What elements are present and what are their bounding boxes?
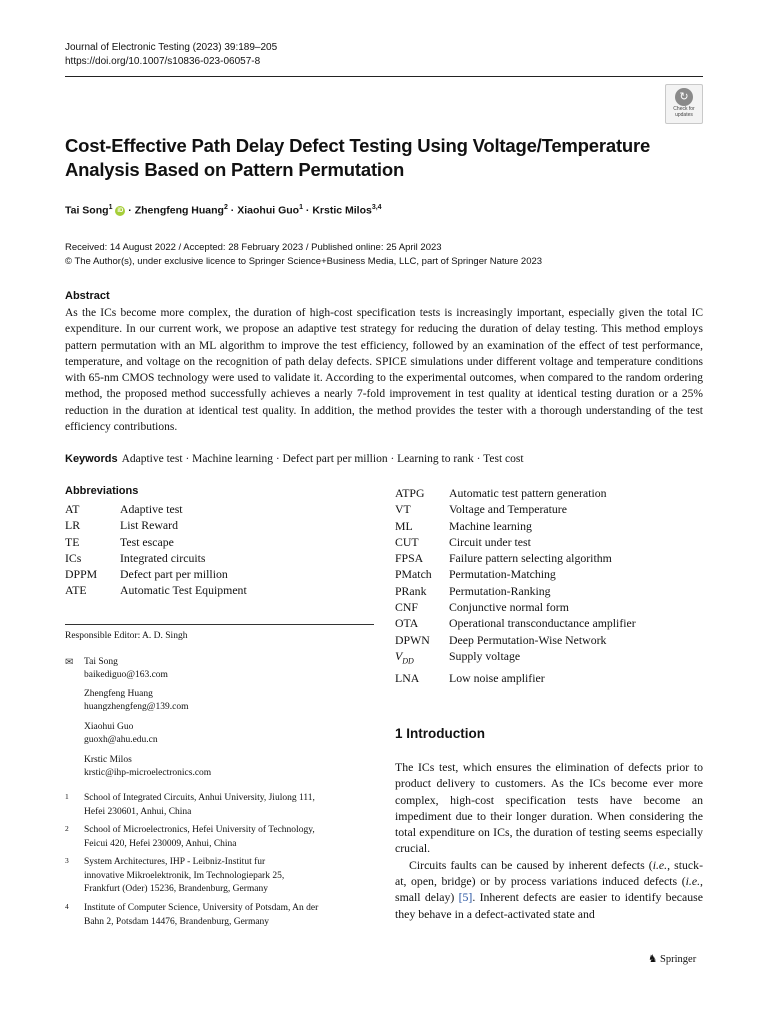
title-line-1: Cost-Effective Path Delay Defect Testing Using Voltage/Temperature: [65, 135, 651, 156]
abbreviation-term: ATPG: [395, 486, 425, 500]
affiliation-number: 2: [65, 824, 69, 833]
abbreviation-term-vdd: [395, 648, 449, 670]
abbreviation-term: TE: [65, 534, 80, 549]
abbreviation-row: [395, 501, 636, 517]
abbreviation-definition: Failure pattern selecting algorithm: [449, 551, 612, 566]
doi-link[interactable]: https://doi.org/10.1007/s10836-023-06057-8: [65, 56, 261, 67]
springer-horse-icon: ♞: [648, 954, 658, 965]
affiliation-line: Bahn 2, Potsdam 14476, Brandenburg, Germany: [84, 916, 270, 927]
italic-run: i.e.: [652, 857, 668, 872]
abbreviation-definition: Low noise amplifier: [449, 670, 545, 685]
abbreviation-row: [395, 615, 636, 631]
keywords-list: Adaptive test · Machine learning · Defect part per million · Learning to rank · Test cost: [121, 453, 524, 465]
affiliation-line: System Architectures, IHP - Leibniz-Institut fur: [84, 857, 266, 867]
journal-citation: Journal of Electronic Testing (2023) 39:189–205: [65, 42, 278, 53]
abbreviation-term: ML: [395, 518, 413, 533]
author-name[interactable]: Zhengfeng Huang: [134, 204, 224, 217]
abbreviation-term: CUT: [395, 534, 419, 549]
keywords-label: Keywords: [65, 453, 118, 465]
abbreviation-row: [65, 582, 247, 598]
abbreviation-definition: Circuit under test: [449, 534, 531, 549]
abbreviation-term: FPSA: [395, 551, 424, 566]
contact-name: Zhengfeng Huang: [84, 689, 153, 699]
abbreviation-term: VT: [395, 502, 411, 517]
abbreviation-definition: Permutation-Ranking: [449, 583, 551, 598]
author-affiliation: 1: [299, 204, 303, 211]
abbreviation-term: ICs: [65, 550, 82, 565]
affiliation-number: 4: [65, 902, 69, 911]
text-run: . Inherent defects are easier to identify because they behave in a defect-activated state and: [395, 890, 703, 921]
check-for-updates-badge[interactable]: [665, 84, 703, 124]
orcid-icon[interactable]: iD: [117, 207, 124, 214]
author-list: Tai Song$^1$ iD · Zhengfeng Huang$^2$ · Xiaohui Guo$^1$ · Krstic Milos$^{3,4}$: [65, 204, 382, 217]
publisher-name: Springer: [660, 954, 697, 965]
abbreviation-row: [65, 517, 247, 533]
author-name[interactable]: Xiaohui Guo: [237, 204, 300, 217]
vdd-subscript: DD: [402, 656, 414, 666]
contact-entry: [84, 721, 158, 747]
contact-name: Xiaohui Guo: [84, 722, 134, 732]
abbreviation-definition: Defect part per million: [120, 567, 228, 582]
abbreviation-term: ATE: [65, 583, 87, 598]
abbreviation-definition: List Reward: [120, 518, 178, 533]
envelope-icon: ✉: [65, 657, 74, 668]
abbreviation-term: PMatch: [395, 567, 432, 582]
abbreviation-term: CNF: [395, 600, 418, 615]
affiliation-line: Feicui 420, Hefei 230009, Anhui, China: [84, 838, 237, 849]
introduction-body: [395, 759, 703, 922]
abbreviation-row: [395, 534, 636, 550]
abbreviation-definition: Automatic test pattern generation: [449, 486, 607, 500]
abstract-heading: Abstract: [65, 290, 110, 302]
contact-email[interactable]: guoxh@ahu.edu.cn: [84, 735, 158, 745]
introduction-paragraph-1: The ICs test, which ensures the elimination of defects prior to product delivery to customers. As the ICs become ever more complex, high-cost specification tests have become an impediment due to their longer duration. When considering the total expenditure on ICs, the duration of testing seems especially crucial.: [395, 760, 703, 856]
abbreviation-term: PRank: [395, 583, 427, 598]
affiliation-line: School of Microelectronics, Hefei University of Technology,: [84, 825, 315, 835]
introduction-heading: 1 Introduction: [395, 726, 485, 741]
abbreviation-definition: Supply voltage: [449, 648, 521, 663]
refresh-icon: ↻: [675, 88, 693, 106]
affiliation-line: Frankfurt (Oder) 15236, Brandenburg, Germany: [84, 884, 268, 894]
abbreviation-term: DPWN: [395, 632, 430, 647]
text-run: Circuits faults can be caused by inherent defects (: [409, 857, 653, 872]
abbreviation-row: [395, 648, 636, 670]
affiliation-number: 3: [65, 856, 69, 865]
abbreviation-term: LR: [65, 518, 81, 533]
abbreviation-definition: Permutation-Matching: [449, 567, 556, 582]
abbreviation-row: [65, 550, 247, 566]
abbreviation-term: OTA: [395, 616, 419, 631]
publication-history: Received: 14 August 2022 / Accepted: 28 February 2023 / Published online: 25 April 2023: [65, 242, 442, 253]
journal-header: [65, 41, 277, 69]
contact-email[interactable]: krstic@ihp-microelectronics.com: [84, 768, 212, 778]
footnote-rule: [65, 624, 374, 625]
contact-name: Krstic Milos: [84, 755, 132, 765]
abbreviation-row: [395, 566, 636, 582]
italic-run: i.e.: [685, 874, 701, 889]
publisher-footer: [648, 953, 696, 965]
badge-text-line1: Check for: [673, 106, 695, 112]
abbreviations-heading: Abbreviations: [65, 485, 139, 497]
abbreviation-term: DPPM: [65, 567, 98, 582]
abbreviation-row: [65, 534, 247, 550]
abbreviation-row: [65, 501, 247, 517]
abbreviations-table-left: [65, 501, 247, 599]
affiliation-text: [84, 824, 374, 851]
abbreviation-row: [65, 566, 247, 582]
author-affiliation: 2: [223, 204, 228, 211]
abbreviation-definition: Conjunctive normal form: [449, 600, 569, 615]
text-run: , stuck-at, open, bridge) or by process variations induced defects (: [395, 857, 703, 889]
affiliation-line: innovative Mikroelektronik, Im Technologiepark 25,: [84, 870, 285, 881]
citation-link[interactable]: [5]: [458, 890, 473, 905]
header-rule: [65, 76, 703, 77]
affiliation-line: Hefei 230601, Anhui, China: [84, 806, 192, 817]
abstract-text: As the ICs become more complex, the duration of high-cost specification tests is increasingly important, especially given the total IC expenditure. In our current work, we propose an adaptive test strategy for reducing the duration of delay testing. This method employs pattern permutation with an ML algorithm to improve the test efficiency, followed by an examination of the effect of test performance, temperature, and voltage on the recognition of path delay defects. SPICE simulations under different voltage and temperature conditions with 65-nm CMOS technology were used to validate it. According to the experimental outcomes, when compared to the random ordering method, the proposed method successfully achieves a nearly 7-fold improvement in test quality at identical testing duration or a 25% reduction in the duration at identical test quality. In addition, the method provides the tester with a thorough understanding of the test efficiency contributions.: [65, 307, 703, 434]
copyright-notice: © The Author(s), under exclusive licence to Springer Science+Business Media, LLC, part of Springer Nature 2023: [65, 256, 543, 267]
abbreviation-term: LNA: [395, 670, 420, 685]
abbreviation-row: [395, 632, 636, 648]
author-name[interactable]: Krstic Milos: [312, 204, 372, 217]
responsible-editor: Responsible Editor: A. D. Singh: [65, 631, 188, 641]
paper-title: [65, 134, 705, 182]
abbreviation-definition: Voltage and Temperature: [449, 502, 567, 517]
abbreviation-row: [395, 583, 636, 599]
abbreviation-row: [395, 670, 636, 686]
affiliation-text: [84, 856, 374, 897]
introduction-paragraph-2: [395, 857, 703, 922]
badge-text-line2: updates: [675, 112, 693, 118]
keywords: [65, 453, 524, 465]
abbreviation-row: [395, 518, 636, 534]
contact-entry: [84, 754, 211, 780]
abbreviation-definition: Machine learning: [449, 518, 532, 533]
affiliation-line: Institute of Computer Science, University of Potsdam, An der: [84, 903, 319, 913]
contact-name: Tai Song: [84, 657, 118, 667]
contact-email[interactable]: huangzhengfeng@139.com: [84, 702, 189, 712]
author-name[interactable]: Tai Song: [65, 204, 109, 217]
publication-info: [65, 241, 542, 269]
abbreviation-definition: Test escape: [120, 534, 174, 549]
contact-entry: [84, 688, 189, 714]
title-line-2: Analysis Based on Pattern Permutation: [65, 159, 405, 180]
abbreviation-row: [395, 550, 636, 566]
affiliation-number: 1: [65, 792, 69, 801]
abbreviation-definition: Integrated circuits: [120, 550, 206, 565]
abbreviation-row: [395, 599, 636, 615]
contact-entry: [84, 656, 168, 682]
abbreviation-row: [395, 485, 636, 501]
author-affiliation: 1: [108, 204, 113, 211]
abbreviation-definition: Operational transconductance amplifier: [449, 616, 636, 631]
abbreviation-definition: Deep Permutation-Wise Network: [449, 632, 607, 647]
abbreviation-term: AT: [65, 502, 80, 516]
abbreviations-table-right: [395, 485, 636, 686]
contact-email[interactable]: baikediguo@163.com: [84, 670, 168, 680]
affiliation-text: [84, 792, 374, 819]
abbreviation-definition: Adaptive test: [120, 502, 183, 516]
affiliation-line: School of Integrated Circuits, Anhui University, Jiulong 111,: [84, 793, 315, 803]
text-run: , small delay): [395, 874, 703, 905]
affiliation-text: [84, 902, 374, 929]
vdd-base: V: [395, 648, 403, 663]
author-affiliation: 3,4: [371, 204, 382, 211]
abbreviation-definition: Automatic Test Equipment: [120, 583, 247, 598]
